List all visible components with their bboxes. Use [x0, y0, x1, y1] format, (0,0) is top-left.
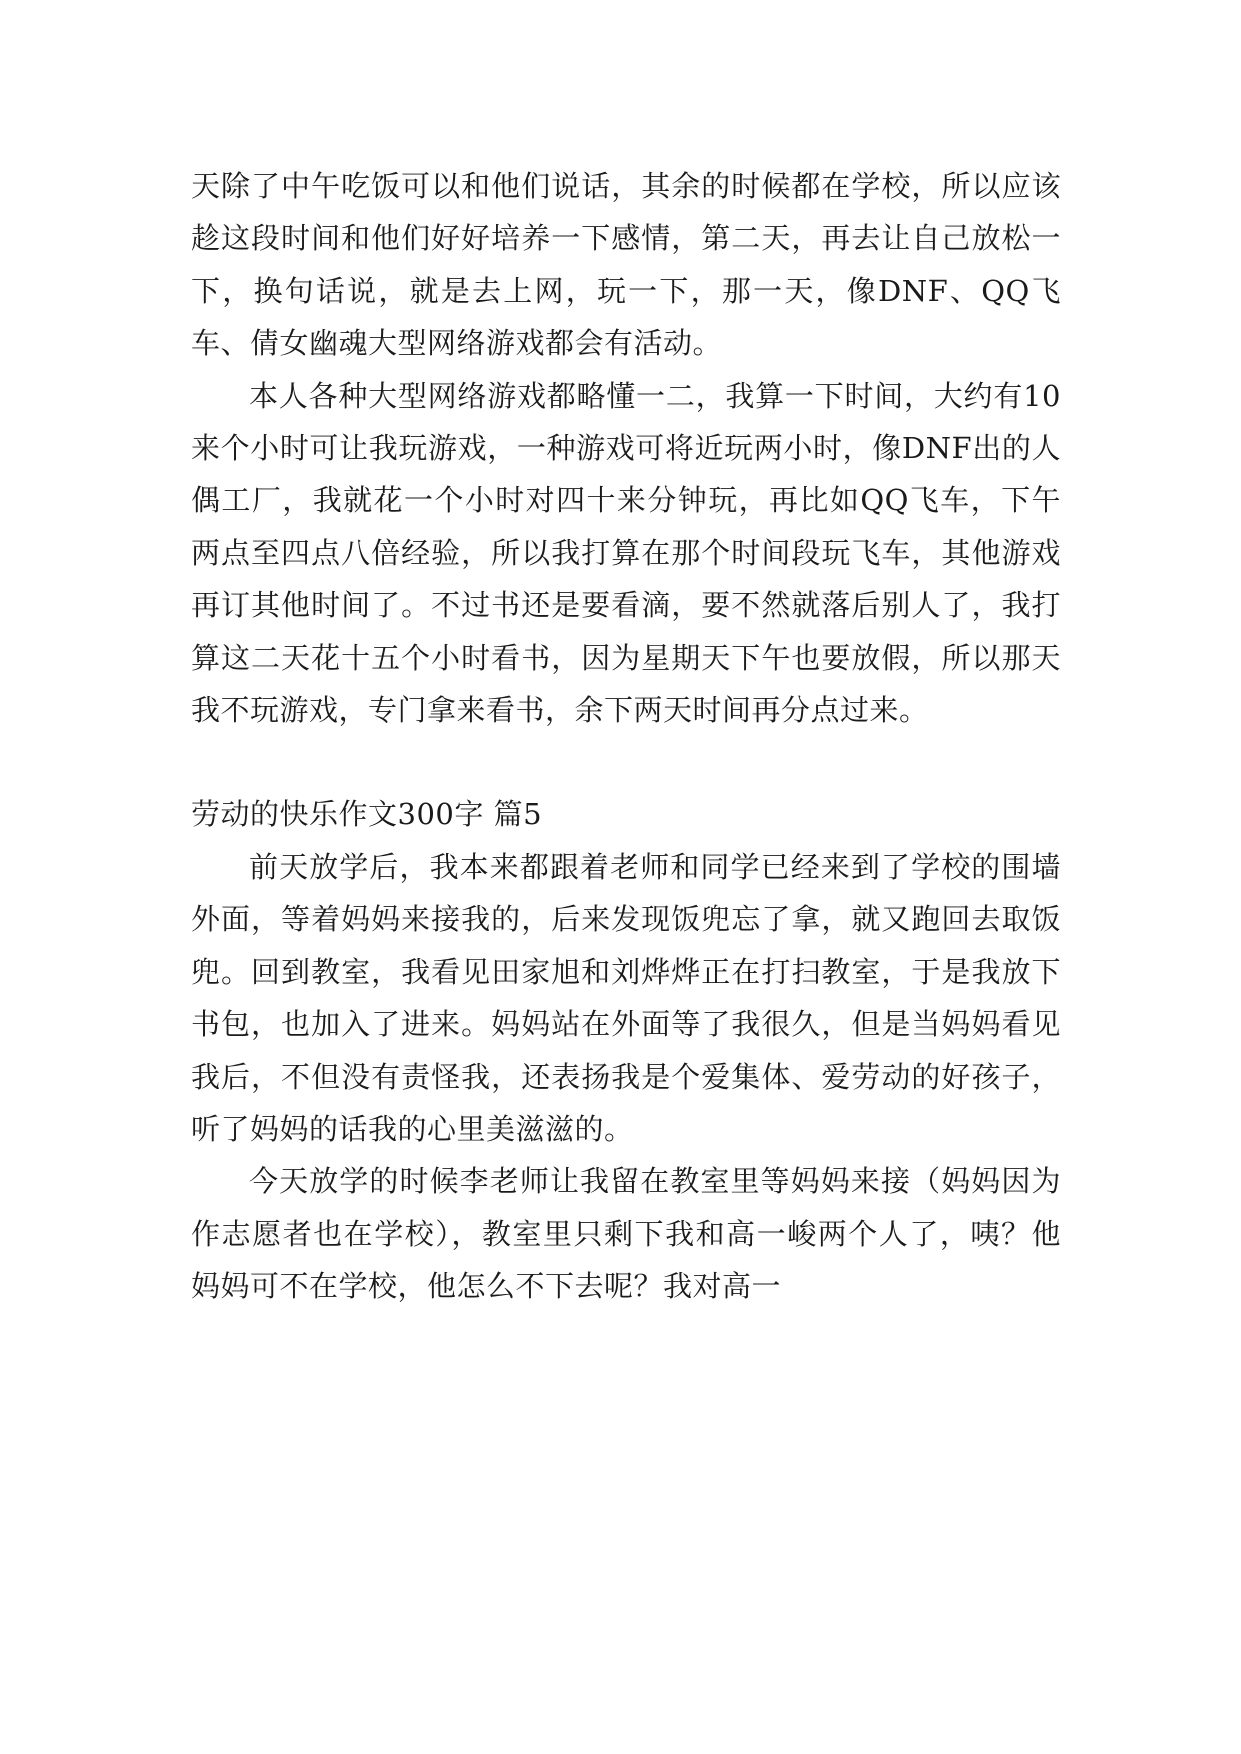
paragraph-continued: 天除了中午吃饭可以和他们说话，其余的时候都在学校，所以应该趁这段时间和他们好好培养一下感情，第二天，再去让自己放松一下，换句话说，就是去上网，玩一下，那一天，像DNF、QQ飞车、倩女幽魂大型网络游戏都会有活动。	[191, 169, 1061, 361]
paragraph-lunchbox: 前天放学后，我本来都跟着老师和同学已经来到了学校的围墙外面，等着妈妈来接我的，后来发现饭兜忘了拿，就又跑回去取饭兜。回到教室，我看见田家旭和刘烨烨正在打扫教室，于是我放下书包，也加入了进来。妈妈站在外面等了我很久，但是当妈妈看见我后，不但没有责怪我，还表扬我是个爱集体、爱劳动的好孩子，听了妈妈的话我的心里美滋滋的。	[191, 849, 1061, 1146]
section-heading: 劳动的快乐作文300字 篇5	[191, 797, 543, 832]
paragraph-game-plan: 本人各种大型网络游戏都略懂一二，我算一下时间，大约有10来个小时可让我玩游戏，一种游戏可将近玩两小时，像DNF出的人偶工厂，我就花一个小时对四十来分钟玩，再比如QQ飞车，下午两点至四点八倍经验，所以我打算在那个时间段玩飞车，其他游戏再订其他时间了。不过书还是要看滴，要不然就落后别人了，我打算这二天花十五个小时看书，因为星期天下午也要放假，所以那天我不玩游戏，专门拿来看书，余下两天时间再分点过来。	[191, 378, 1061, 728]
document-body	[191, 160, 1061, 1313]
paragraph-after-school: 今天放学的时候李老师让我留在教室里等妈妈来接（妈妈因为作志愿者也在学校），教室里只剩下我和高一峻两个人了，咦？他妈妈可不在学校，他怎么不下去呢？我对高一	[191, 1164, 1061, 1304]
